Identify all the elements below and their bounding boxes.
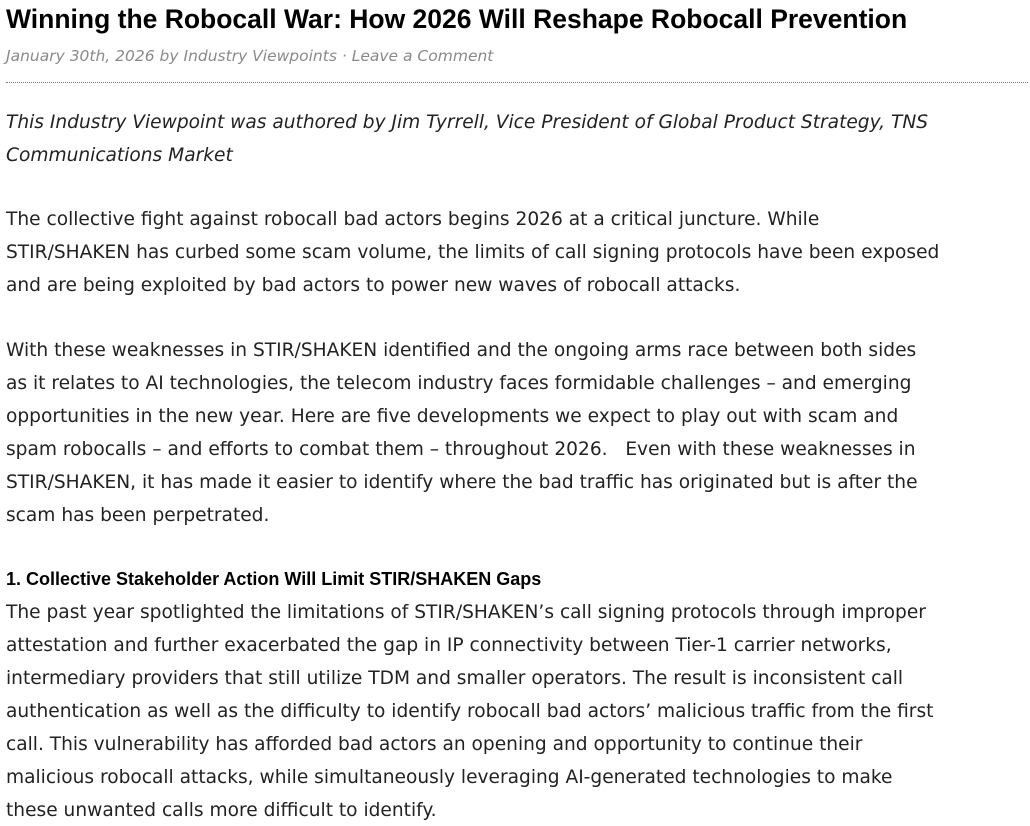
paragraph-line: The past year spotlighted the limitations of STIR/SHAKEN’s call signing protocols through improper	[6, 602, 926, 623]
byline-by: by	[154, 47, 184, 65]
article-meta	[6, 45, 493, 67]
paragraph-line: With these weaknesses in STIR/SHAKEN identified and the ongoing arms race between both sides	[6, 340, 917, 361]
paragraph-line: scam has been perpetrated.	[6, 505, 270, 526]
section-heading: 1. Collective Stakeholder Action Will Limit STIR/SHAKEN Gaps	[6, 569, 542, 589]
paragraph-line: these unwanted calls more difficult to identify.	[6, 800, 437, 821]
paragraph-line: opportunities in the new year. Here are five developments we expect to play out with scam and	[6, 406, 899, 427]
meta-separator: ·	[336, 47, 352, 65]
paragraph-line: The collective fight against robocall bad actors begins 2026 at a critical juncture. While	[6, 209, 820, 230]
paragraph-line: as it relates to AI technologies, the telecom industry faces formidable challenges – and emerging	[6, 373, 912, 394]
paragraph-line: malicious robocall attacks, while simultaneously leveraging AI-generated technologies to make	[6, 767, 893, 788]
post-date: January 30th, 2026	[6, 47, 155, 65]
paragraph-line: call. This vulnerability has afforded bad actors an opening and opportunity to continue their	[6, 734, 863, 755]
body-paragraph-2	[6, 334, 1030, 532]
article-title[interactable]: Winning the Robocall War: How 2026 Will Reshape Robocall Prevention	[6, 4, 908, 34]
intro-paragraph	[6, 106, 1030, 172]
paragraph-line: STIR/SHAKEN, it has made it easier to identify where the bad traffic has originated but is after the	[6, 472, 918, 493]
paragraph-line: and are being exploited by bad actors to power new waves of robocall attacks.	[6, 275, 741, 296]
paragraph-line: attestation and further exacerbated the gap in IP connectivity between Tier-1 carrier networks,	[6, 635, 892, 656]
meta-divider	[6, 82, 1028, 83]
intro-line: Communications Market	[6, 145, 233, 166]
leave-comment-link[interactable]: Leave a Comment	[351, 47, 494, 65]
paragraph-line: intermediary providers that still utilize TDM and smaller operators. The result is inconsistent call	[6, 668, 904, 689]
section-1-paragraph	[6, 596, 1030, 826]
paragraph-line: spam robocalls – and efforts to combat them – throughout 2026. Even with these weaknesses in	[6, 439, 916, 460]
paragraph-line: STIR/SHAKEN has curbed some scam volume, the limits of call signing protocols have been exposed	[6, 242, 940, 263]
paragraph-line: authentication as well as the difficulty to identify robocall bad actors’ malicious traffic from the first	[6, 701, 934, 722]
body-paragraph-1	[6, 203, 1030, 302]
intro-line: This Industry Viewpoint was authored by Jim Tyrrell, Vice President of Global Product Strategy, TNS	[6, 112, 929, 133]
author-link[interactable]: Industry Viewpoints	[183, 47, 337, 65]
